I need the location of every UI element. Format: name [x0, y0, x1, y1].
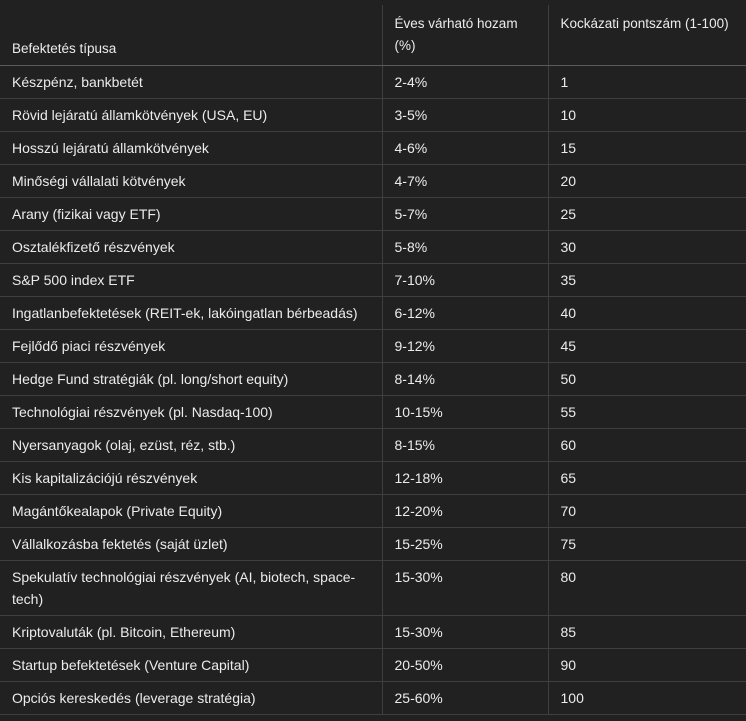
risk-score-cell: 90	[548, 649, 746, 682]
expected-return-cell: 12-20%	[382, 495, 548, 528]
expected-return-cell: 3-5%	[382, 99, 548, 132]
expected-return-cell: 15-25%	[382, 528, 548, 561]
table-row	[0, 363, 746, 396]
expected-return-cell: 15-30%	[382, 616, 548, 649]
table-row	[0, 528, 746, 561]
investment-type-cell: Opciós kereskedés (leverage stratégia)	[0, 682, 382, 715]
expected-return-cell: 15-30%	[382, 561, 548, 616]
expected-return-cell: 5-8%	[382, 231, 548, 264]
table-row	[0, 297, 746, 330]
risk-score-cell: 25	[548, 198, 746, 231]
table-row	[0, 66, 746, 99]
risk-score-cell: 65	[548, 462, 746, 495]
table-row	[0, 561, 746, 616]
investment-type-cell: Minőségi vállalati kötvények	[0, 165, 382, 198]
expected-return-cell: 8-15%	[382, 429, 548, 462]
expected-return-cell: 25-60%	[382, 682, 548, 715]
risk-score-cell: 75	[548, 528, 746, 561]
table-row	[0, 396, 746, 429]
risk-score-cell: 60	[548, 429, 746, 462]
expected-return-cell: 4-6%	[382, 132, 548, 165]
expected-return-cell: 7-10%	[382, 264, 548, 297]
expected-return-cell: 5-7%	[382, 198, 548, 231]
investment-type-cell: Magántőkealapok (Private Equity)	[0, 495, 382, 528]
investment-type-cell: Osztalékfizető részvények	[0, 231, 382, 264]
investment-type-cell: Hosszú lejáratú államkötvények	[0, 132, 382, 165]
header-expected-return: Éves várható hozam (%)	[382, 5, 548, 66]
risk-score-cell: 40	[548, 297, 746, 330]
risk-score-cell: 15	[548, 132, 746, 165]
expected-return-cell: 2-4%	[382, 66, 548, 99]
header-risk-score: Kockázati pontszám (1-100)	[548, 5, 746, 66]
table-row	[0, 649, 746, 682]
risk-score-cell: 20	[548, 165, 746, 198]
table-row	[0, 495, 746, 528]
investment-type-cell: Vállalkozásba fektetés (saját üzlet)	[0, 528, 382, 561]
investment-type-cell: Kriptovaluták (pl. Bitcoin, Ethereum)	[0, 616, 382, 649]
header-investment-type: Befektetés típusa	[0, 5, 382, 66]
expected-return-cell: 9-12%	[382, 330, 548, 363]
risk-score-cell: 85	[548, 616, 746, 649]
table-row	[0, 330, 746, 363]
risk-score-cell: 45	[548, 330, 746, 363]
risk-score-cell: 1	[548, 66, 746, 99]
risk-score-cell: 80	[548, 561, 746, 616]
investment-type-cell: Fejlődő piaci részvények	[0, 330, 382, 363]
table-row	[0, 99, 746, 132]
risk-score-cell: 55	[548, 396, 746, 429]
expected-return-cell: 6-12%	[382, 297, 548, 330]
risk-score-cell: 100	[548, 682, 746, 715]
investment-type-cell: Ingatlanbefektetések (REIT-ek, lakóingatlan bérbeadás)	[0, 297, 382, 330]
risk-score-cell: 35	[548, 264, 746, 297]
table-row	[0, 165, 746, 198]
table-row	[0, 198, 746, 231]
investment-type-cell: Rövid lejáratú államkötvények (USA, EU)	[0, 99, 382, 132]
table-row	[0, 264, 746, 297]
table-header-row	[0, 5, 746, 66]
table-row	[0, 231, 746, 264]
investment-type-cell: Készpénz, bankbetét	[0, 66, 382, 99]
investment-type-cell: Startup befektetések (Venture Capital)	[0, 649, 382, 682]
investment-type-cell: Kis kapitalizációjú részvények	[0, 462, 382, 495]
table-row	[0, 462, 746, 495]
investment-type-cell: Nyersanyagok (olaj, ezüst, réz, stb.)	[0, 429, 382, 462]
table-row	[0, 132, 746, 165]
risk-score-cell: 70	[548, 495, 746, 528]
expected-return-cell: 8-14%	[382, 363, 548, 396]
risk-score-cell: 10	[548, 99, 746, 132]
investment-type-cell: Arany (fizikai vagy ETF)	[0, 198, 382, 231]
investment-table-container	[0, 5, 746, 715]
investment-type-cell: Spekulatív technológiai részvények (AI, biotech, space-tech)	[0, 561, 382, 616]
table-row	[0, 682, 746, 715]
table-row	[0, 616, 746, 649]
expected-return-cell: 12-18%	[382, 462, 548, 495]
table-row	[0, 429, 746, 462]
investment-type-cell: Technológiai részvények (pl. Nasdaq-100)	[0, 396, 382, 429]
investment-type-cell: S&P 500 index ETF	[0, 264, 382, 297]
expected-return-cell: 4-7%	[382, 165, 548, 198]
investment-table	[0, 5, 746, 715]
risk-score-cell: 30	[548, 231, 746, 264]
investment-type-cell: Hedge Fund stratégiák (pl. long/short equity)	[0, 363, 382, 396]
expected-return-cell: 10-15%	[382, 396, 548, 429]
expected-return-cell: 20-50%	[382, 649, 548, 682]
risk-score-cell: 50	[548, 363, 746, 396]
